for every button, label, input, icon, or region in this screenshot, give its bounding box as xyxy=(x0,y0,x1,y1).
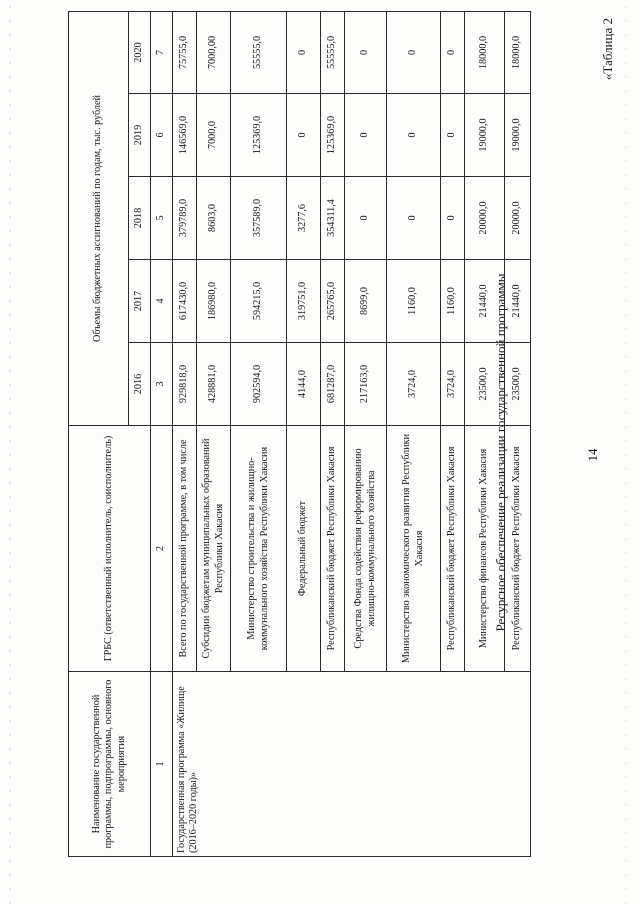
grbs-cell: Министерство строительства и жилищно-коммунального хозяйства Республики Хакасия xyxy=(231,426,287,672)
value-cell: 217163,0 xyxy=(345,343,387,426)
grbs-cell: Федеральный бюджет xyxy=(287,426,321,672)
header-year: 2019 xyxy=(129,94,151,177)
value-cell: 19000,0 xyxy=(465,94,505,177)
value-cell: 8603,0 xyxy=(197,177,231,260)
table-row xyxy=(173,11,197,856)
column-number: 6 xyxy=(151,94,173,177)
value-cell: 929818,0 xyxy=(173,343,197,426)
value-cell: 18000,0 xyxy=(465,11,505,93)
column-number-row xyxy=(151,11,173,856)
value-cell: 20000,0 xyxy=(505,177,531,260)
value-cell: 23500,0 xyxy=(465,343,505,426)
value-cell: 3724,0 xyxy=(441,343,465,426)
value-cell: 20000,0 xyxy=(465,177,505,260)
value-cell: 19000,0 xyxy=(505,94,531,177)
value-cell: 18000,0 xyxy=(505,11,531,93)
value-cell: 0 xyxy=(387,177,441,260)
header-year: 2017 xyxy=(129,260,151,343)
value-cell: 0 xyxy=(287,94,321,177)
value-cell: 594215,0 xyxy=(231,260,287,343)
value-cell: 186980,0 xyxy=(197,260,231,343)
value-cell: 0 xyxy=(345,177,387,260)
value-cell: 0 xyxy=(441,177,465,260)
column-number: 5 xyxy=(151,177,173,260)
value-cell: 265765,0 xyxy=(321,260,345,343)
value-cell: 7000,0 xyxy=(197,94,231,177)
value-cell: 428881,0 xyxy=(197,343,231,426)
grbs-cell: Министерство экономического развития Республики Хакасия xyxy=(387,426,441,672)
grbs-cell: Министерство финансов Республики Хакасия xyxy=(465,426,505,672)
value-cell: 55555,0 xyxy=(321,11,345,93)
header-program-name: Наименование государственной программы, подпрограммы, основного мероприятия xyxy=(69,672,151,857)
grbs-cell: Республиканский бюджет Республики Хакасия xyxy=(505,426,531,672)
value-cell: 681287,0 xyxy=(321,343,345,426)
value-cell: 0 xyxy=(345,94,387,177)
grbs-cell: Республиканский бюджет Республики Хакасия xyxy=(441,426,465,672)
value-cell: 3277,6 xyxy=(287,177,321,260)
header-grbs: ГРБС (ответственный исполнитель, соисполнитель) xyxy=(69,426,151,672)
resource-table xyxy=(68,11,531,857)
value-cell: 23500,0 xyxy=(505,343,531,426)
value-cell: 125369,0 xyxy=(321,94,345,177)
value-cell: 21440,0 xyxy=(505,260,531,343)
column-number: 7 xyxy=(151,11,173,93)
value-cell: 379789,0 xyxy=(173,177,197,260)
value-cell: 0 xyxy=(441,94,465,177)
column-number: 1 xyxy=(151,672,173,857)
value-cell: 0 xyxy=(387,94,441,177)
value-cell: 1160,0 xyxy=(441,260,465,343)
header-row-1 xyxy=(69,11,129,856)
value-cell: 3724,0 xyxy=(387,343,441,426)
grbs-cell: Субсидии бюджетам муниципальных образований Республики Хакасия xyxy=(197,426,231,672)
grbs-cell: Средства Фонда содействия реформированию жилищно-коммунального хозяйства xyxy=(345,426,387,672)
header-budget-volumes: Объемы бюджетных ассигнований по годам, тыс. рублей xyxy=(69,11,129,425)
document-title: Ресурсное обеспечение реализации государственной программы xyxy=(493,273,508,632)
value-cell: 75755,0 xyxy=(173,11,197,93)
value-cell: 0 xyxy=(345,11,387,93)
value-cell: 357589,0 xyxy=(231,177,287,260)
column-number: 4 xyxy=(151,260,173,343)
table-label: «Таблица 2 xyxy=(600,18,615,81)
column-number: 2 xyxy=(151,426,173,672)
value-cell: 7000,00 xyxy=(197,11,231,93)
grbs-cell: Всего по государственной программе, в том числе xyxy=(173,426,197,672)
grbs-cell: Республиканский бюджет Республики Хакасия xyxy=(321,426,345,672)
column-number: 3 xyxy=(151,343,173,426)
header-year: 2020 xyxy=(129,11,151,93)
value-cell: 4144,0 xyxy=(287,343,321,426)
value-cell: 8699,0 xyxy=(345,260,387,343)
value-cell: 617430,0 xyxy=(173,260,197,343)
value-cell: 902594,0 xyxy=(231,343,287,426)
value-cell: 0 xyxy=(387,11,441,93)
value-cell: 319751,0 xyxy=(287,260,321,343)
program-name-cell: Государственная программа «Жилище (2016–2020 годы)» xyxy=(173,672,531,857)
value-cell: 0 xyxy=(287,11,321,93)
value-cell: 0 xyxy=(441,11,465,93)
value-cell: 146569,0 xyxy=(173,94,197,177)
header-year: 2016 xyxy=(129,343,151,426)
value-cell: 125369,0 xyxy=(231,94,287,177)
value-cell: 55555,0 xyxy=(231,11,287,93)
value-cell: 354311,4 xyxy=(321,177,345,260)
value-cell: 21440,0 xyxy=(465,260,505,343)
page-number: 14 xyxy=(585,448,600,462)
header-year: 2018 xyxy=(129,177,151,260)
value-cell: 1160,0 xyxy=(387,260,441,343)
